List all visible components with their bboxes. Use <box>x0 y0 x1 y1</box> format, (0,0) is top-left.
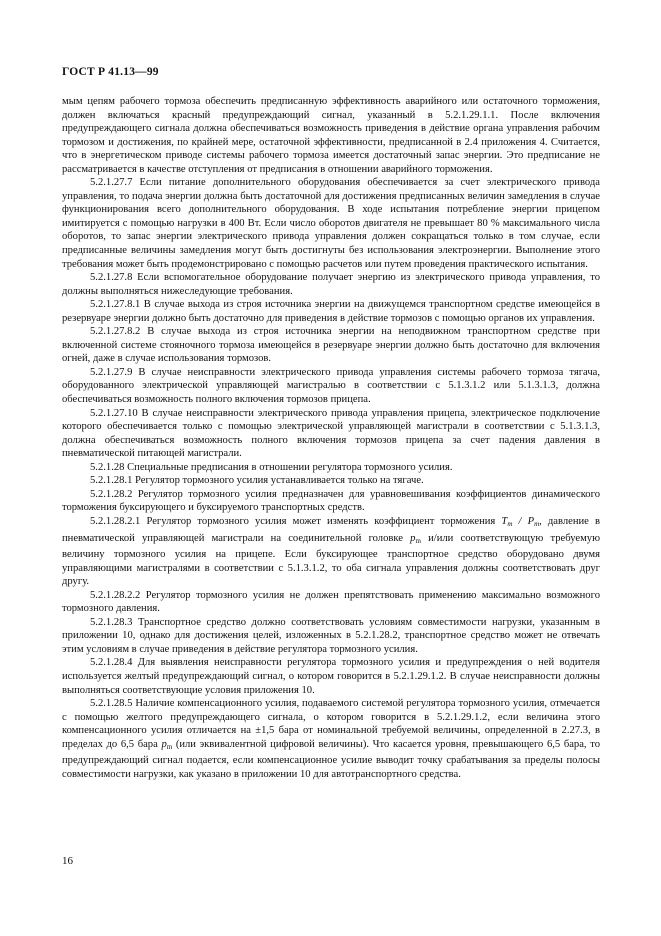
document-header: ГОСТ Р 41.13—99 <box>62 66 159 78</box>
page-number: 16 <box>62 855 73 867</box>
formula-slash: / <box>512 515 528 527</box>
paragraph-5-2-1-27-8: 5.2.1.27.8 Если вспомогательное оборудование получает энергию из электрического привода управления, то должны выполняться нижеследующие требования. <box>62 272 600 297</box>
formula-subscript: m <box>534 519 540 528</box>
paragraph-5-2-1-28: 5.2.1.28 Специальные предписания в отношении регулятора тормозного усилия. <box>90 461 453 473</box>
paragraph-continuation: мым цепям рабочего тормоза обеспечить предписанную эффективность аварийного или остаточного торможения, должен включаться красный предупреждающий сигнал, указанный в 5.2.1.29.1.1. После включения предупреждающего сигнала должна обеспечиваться возможность приведения в действие органа управления рабочим тормозом и достижения, по крайней мере, остаточной эффективности, предписанной в 2.4 приложения 4. Считается, что в энергетическом приводе системы рабочего тормоза имеется достаточный запас энергии. Это предписание не рассматривается в качестве отступления от предписания в отношении аварийного торможения. <box>62 96 600 175</box>
paragraph-5-2-1-28-5 <box>62 697 600 781</box>
pressure-symbol: p <box>161 738 167 750</box>
paragraph-5-2-1-28-1: 5.2.1.28.1 Регулятор тормозного усилия устанавливается только на тягаче. <box>90 475 424 487</box>
formula-subscript: m <box>166 742 173 751</box>
paragraph-text: 5.2.1.28.2.1 Регулятор тормозного усилия может изменять коэффициент торможения <box>90 515 502 527</box>
paragraph-5-2-1-27-7: 5.2.1.27.7 Если питание дополнительного оборудования обеспечивается за счет электрического привода управления, то подача энергии должна быть достаточной для достижения предписанных величин замедления в случае функционирования всего дополнительного оборудования. В ходе испытания потребление энергии прицепом имитируется с помощью нагрузки в 400 Вт. Если число оборотов двигателя не превышает 80 % максимального числа оборотов, то запас энергии электрического привода управления должен сокращаться только в том случае, если предписанные величины замедления могут быть достигнуты без использования электроэнергии. Выполнение этого требования может быть продемонстрировано с помощью расчетов или путем проведения практического испытания. <box>62 177 600 270</box>
paragraph-5-2-1-28-2: 5.2.1.28.2 Регулятор тормозного усилия предназначен для уравновешивания коэффициентов динамического торможения буксирующего и буксируемого транспортных средств. <box>62 488 600 514</box>
document-body <box>62 95 600 781</box>
paragraph-5-2-1-27-8-1: 5.2.1.27.8.1 В случае выхода из строя источника энергии на движущемся транспортном средстве имеющейся в резервуаре энергии должно быть достаточно для приведения в действие тормозов с помощью органов их управления. <box>62 299 600 324</box>
paragraph-text: , давление в пневматической управляющей магистрали на соединительной головке <box>62 515 600 544</box>
paragraph-5-2-1-28-2-1 <box>62 515 600 589</box>
paragraph-5-2-1-27-10: 5.2.1.27.10 В случае неисправности электрического привода управления прицепа, электрическое подключение которого обеспечивается только с помощью электрической управляющей магистрали в соответствии с 5.1.3.1.3, должна обеспечиваться возможность полного включения тормозов прицепа за счет падения давления в пневматической питающей магистрали. <box>62 407 600 460</box>
paragraph-5-2-1-28-2-2: 5.2.1.28.2.2 Регулятор тормозного усилия не должен препятствовать применению максимально возможного тормозного давления. <box>62 589 600 615</box>
formula-subscript: m <box>415 536 421 545</box>
paragraph-text: 5.2.1.28.5 Наличие компенсационного усилия, подаваемого системой регулятора тормозного усилия, отмечается с помощью желтого предупреждающего сигнала, о котором говорится в 5.2.1.29.1.2, если величина этого компенсационного усилия отличается на ±1,5 бара от номинальной требуемой величины, определенной в 2.27.3, в пределах до 6,5 бара <box>62 698 600 750</box>
paragraph-text: и/или соответствующую требуемую величину тормозного усилия на прицепе. Если буксирующее транспортное средство оборудовано двумя управляющими магистралями в соответствии с 5.1.3.1.2, то оба сигнала управления должны соответствовать друг другу. <box>62 532 600 588</box>
formula-subscript: m <box>507 519 513 528</box>
formula-symbol: T <box>501 515 508 527</box>
paragraph-text: (или эквивалентной цифровой величины). Что касается уровня, превышающего 6,5 бара, то предупреждающий сигнал подается, если компенсационное усилие выводит точку срабатывания за пределы полосы совместимости нагрузки, как указано в приложении 10 для автотранспортного средства. <box>62 738 600 780</box>
pressure-symbol: p <box>410 532 416 544</box>
paragraph-5-2-1-28-4: 5.2.1.28.4 Для выявления неисправности регулятора тормозного усилия и предупреждения о ней водителя используется желтый предупреждающий сигнал, о котором говорится в 5.2.1.29.1.2. В случае неисправности должны выполняться соответствующие условия приложения 10. <box>62 657 600 696</box>
paragraph-5-2-1-27-8-2: 5.2.1.27.8.2 В случае выхода из строя источника энергии на неподвижном транспортном средстве при включенной системе стояночного тормоза имеющейся в резервуаре энергии должно быть достаточно для включения огней, даже в случае использования тормозов. <box>62 326 600 365</box>
paragraph-5-2-1-28-3: 5.2.1.28.3 Транспортное средство должно соответствовать условиям совместимости нагрузки, указанным в приложении 10, однако для достижения целей, изложенных в 5.2.1.28.2, транспортное средство может не отвечать этим условиям в случае приведения в действие регулятора тормозного усилия. <box>62 616 600 655</box>
paragraph-5-2-1-27-9: 5.2.1.27.9 В случае неисправности электрического привода управления системы рабочего тормоза тягача, оборудованного электрической управляющей магистралью в соответствии с 5.1.3.1.2 или 5.1.3.1.3, должна обеспечиваться возможность полного включения тормозов прицепа. <box>62 366 600 406</box>
braking-ratio-formula <box>501 516 539 527</box>
formula-symbol: P <box>527 515 535 527</box>
